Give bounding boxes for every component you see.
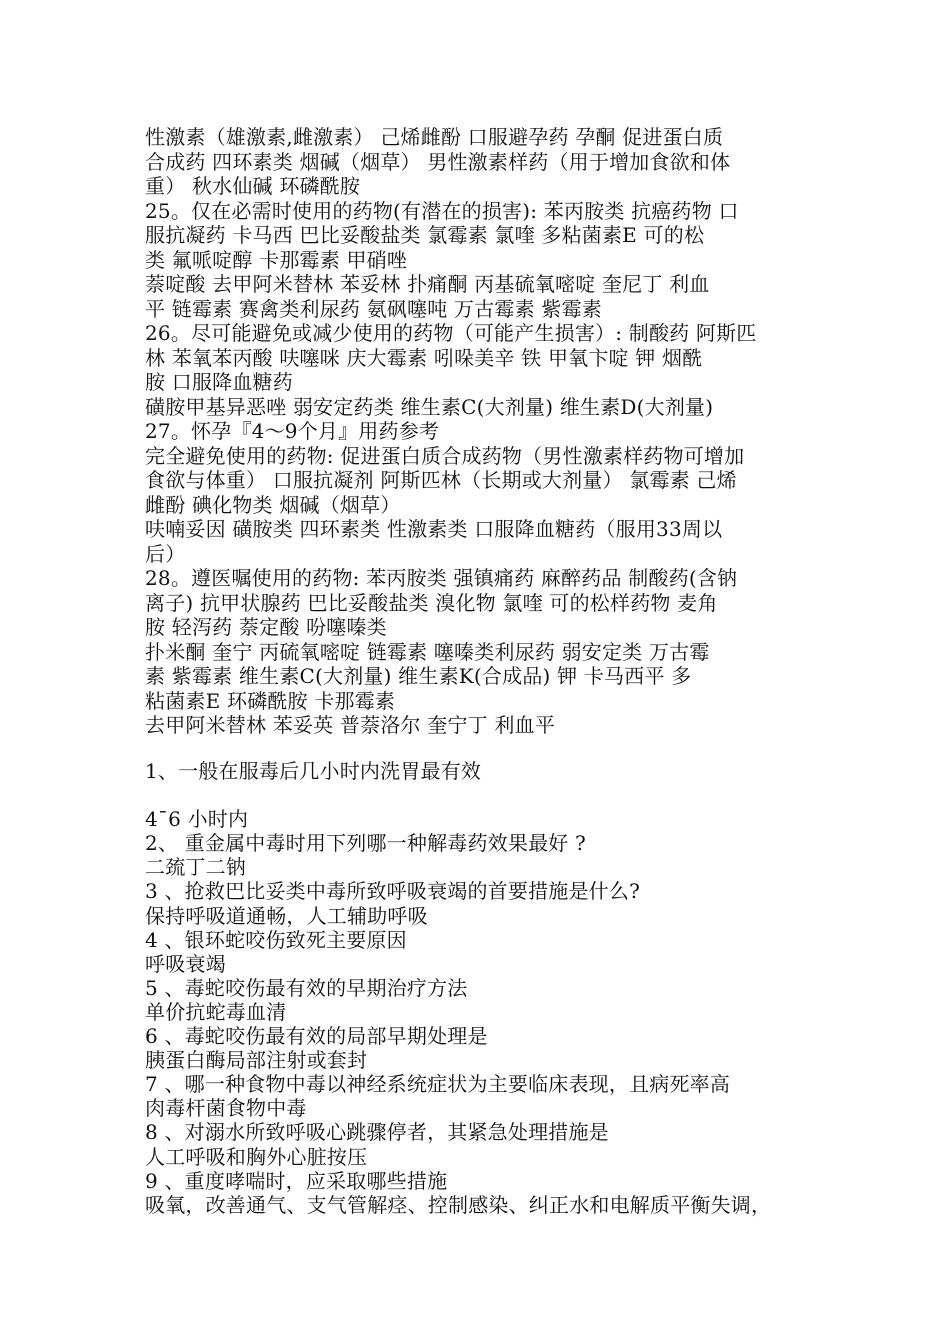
text-line: 性激素（雄激素,雌激素） 己烯雌酚 口服避孕药 孕酮 促进蛋白质 xyxy=(145,125,724,149)
poisoning-qa-section xyxy=(145,759,815,1217)
answer-line: 肉毒杆菌食物中毒 xyxy=(145,1096,307,1121)
text-line: 28。遵医嘱使用的药物: 苯丙胺类 强镇痛药 麻醉药品 制酸药(含钠 xyxy=(145,566,738,590)
answer-line: 单价抗蛇毒血清 xyxy=(145,999,287,1024)
text-line: 合成药 四环素类 烟碱（烟草） 男性激素样药（用于增加食欲和体 xyxy=(145,149,731,174)
answer-line: 呼吸衰竭 xyxy=(145,951,226,976)
text-line: 扑米酮 奎宁 丙硫氧嘧啶 链霉素 噻嗪类利尿药 弱安定类 万古霉 xyxy=(145,639,710,664)
text-line: 服抗凝药 卡马西 巴比妥酸盐类 氯霉素 氯喹 多粘菌素E 可的松 xyxy=(145,223,705,247)
text-line: 胺 口服降血糖药 xyxy=(145,370,293,394)
answer-line: 吸氧，改善通气、支气管解痉、控制感染、纠正水和电解质平衡失调， xyxy=(145,1192,772,1217)
text-line: 重） 秋水仙碱 环磷酰胺 xyxy=(145,174,361,198)
text-line: 呋喃妥因 磺胺类 四环素类 性激素类 口服降血糖药（服用33周以 xyxy=(145,517,723,541)
question-line: 6 、毒蛇咬伤最有效的局部早期处理是 xyxy=(145,1024,488,1049)
text-line: 林 苯氧苯丙酸 呋噻咪 庆大霉素 吲哚美辛 铁 甲氧卞啶 钾 烟酰 xyxy=(145,345,703,370)
text-line: 去甲阿米替林 苯妥英 普萘洛尔 奎宁丁 利血平 xyxy=(145,713,556,737)
text-line: 胺 轻泻药 萘定酸 吩噻嗪类 xyxy=(145,615,387,639)
text-line: 离子) 抗甲状腺药 巴比妥酸盐类 溴化物 氯喹 可的松样药物 麦角 xyxy=(145,590,718,615)
text-line: 萘啶酸 去甲阿米替林 苯妥林 扑痛酮 丙基硫氧嘧啶 奎尼丁 利血 xyxy=(145,272,710,296)
text-line: 雌酚 碘化物类 烟碱（烟草） xyxy=(145,492,401,517)
question-line: 7 、哪一种食物中毒以神经系统症状为主要临床表现，且病死率高 xyxy=(145,1072,731,1097)
answer-line: 胰蛋白酶局部注射或套封 xyxy=(145,1048,368,1073)
question-line: 1、一般在服毒后几小时内洗胃最有效 xyxy=(145,759,482,783)
question-line: 8 、对溺水所致呼吸心跳骤停者，其紧急处理措施是 xyxy=(145,1120,609,1145)
text-line: 26。尽可能避免或减少使用的药物（可能产生损害）: 制酸药 阿斯匹 xyxy=(145,321,757,345)
text-line: 平 链霉素 赛禽类利尿药 氨砜噻吨 万古霉素 紫霉素 xyxy=(145,296,602,321)
question-line: 3 、抢救巴比妥类中毒所致呼吸衰竭的首要措施是什么? xyxy=(145,879,641,904)
answer-line: 4¯6 小时内 xyxy=(145,807,249,832)
text-line: 粘菌素E 环磷酰胺 卡那霉素 xyxy=(145,688,396,713)
text-line: 后） xyxy=(145,541,186,566)
answer-line: 二巯丁二钠 xyxy=(145,855,246,880)
text-line: 磺胺甲基异恶唑 弱安定药类 维生素C(大剂量) 维生素D(大剂量) xyxy=(145,394,714,419)
spacer-line xyxy=(145,783,815,807)
question-line: 2、 重金属中毒时用下列哪一种解毒药效果最好 ? xyxy=(145,831,586,856)
question-line: 9 、重度哮喘时，应采取哪些措施 xyxy=(145,1168,448,1193)
text-line: 25。仅在必需时使用的药物(有潜在的损害): 苯丙胺类 抗癌药物 口 xyxy=(145,198,739,223)
text-line: 完全避免使用的药物: 促进蛋白质合成药物（男性激素样药物可增加 xyxy=(145,443,745,468)
answer-line: 保持呼吸道通畅，人工辅助呼吸 xyxy=(145,903,428,928)
question-line: 4 、银环蛇咬伤致死主要原因 xyxy=(145,927,407,952)
answer-line: 人工呼吸和胸外心脏按压 xyxy=(145,1144,368,1169)
text-line: 27。怀孕『4～9个月』用药参考 xyxy=(145,419,440,443)
question-line: 5 、毒蛇咬伤最有效的早期治疗方法 xyxy=(145,975,468,1000)
text-line: 食欲与体重） 口服抗凝剂 阿斯匹林（长期或大剂量） 氯霉素 己烯 xyxy=(145,468,737,492)
text-line: 类 氟哌啶醇 卡那霉素 甲硝唑 xyxy=(145,247,408,272)
drug-list-section xyxy=(145,125,815,738)
text-line: 素 紫霉素 维生素C(大剂量) 维生素K(合成品) 钾 卡马西平 多 xyxy=(145,664,692,688)
